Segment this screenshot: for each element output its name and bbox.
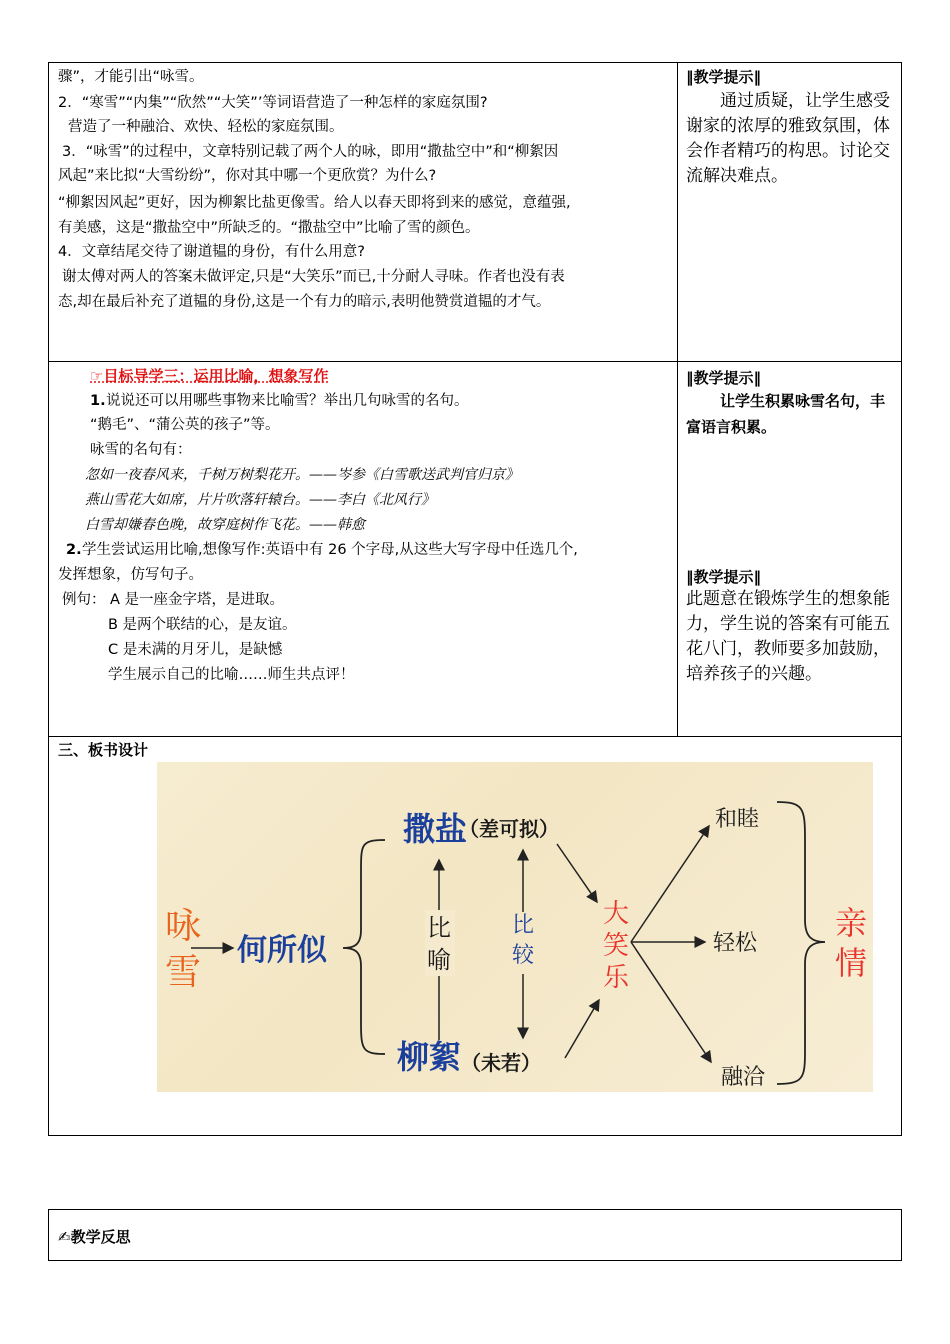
teaching-tip-text: 让学生积累咏雪名句，丰富语言积累。 (686, 392, 886, 436)
diagram-daxiaole-2: 笑 (603, 931, 630, 961)
row1-line: 有美感，这是“撒盐空中”所缺乏的。“撒盐空中”比喻了雪的颜色。 (58, 220, 480, 236)
teaching-tip-text: 此题意在锻炼学生的想象能力，学生说的答案有可能五花八门，教师要多加鼓励，培养孩子的兴趣。 (686, 589, 890, 684)
row1-line: 骤”，才能引出“咏雪。 (58, 69, 204, 85)
diagram-daxiaole-3: 乐 (603, 963, 630, 993)
example-line: C 是未满的月牙儿，是缺憾 (108, 642, 283, 658)
left-brace (343, 840, 385, 1054)
reflection-text: 教学反思 (70, 1228, 131, 1246)
diagram-bijiao-1: 比 (512, 913, 535, 938)
arrow-to-hemu (631, 826, 709, 942)
example-label: 例句： (62, 592, 106, 608)
verse-line: 忽如一夜春风来，千树万树梨花开。——岑参《白雪歌送武判官归京》 (85, 467, 519, 483)
diagram-xue: 雪 (165, 952, 202, 993)
diagram-yong: 咏 (165, 906, 202, 947)
diagram-qinqing-1: 亲 (835, 904, 868, 942)
right-brace (777, 802, 825, 1084)
row1-line: 2．“寒雪”“内集”“欣然”“大笑”’等词语营造了一种怎样的家庭氛围? (58, 95, 488, 111)
diagram-liuxu: 柳絮 (397, 1038, 462, 1076)
diagram-rongqia: 融洽 (721, 1065, 766, 1090)
board-diagram (157, 762, 873, 1092)
diagram-daxiaole-1: 大 (603, 899, 630, 929)
diagram-chakeni: （差可拟） (459, 817, 559, 841)
verse-intro: 咏雪的名句有： (90, 442, 192, 458)
section-heading: ☞目标导学三：运用比喻，想象写作 (90, 367, 329, 385)
teaching-tip-heading: ‖教学提示‖ (686, 369, 762, 387)
reflection-box (48, 1209, 902, 1261)
question-number: 1. (90, 393, 106, 409)
verse-line: 燕山雪花大如席，片片吹落轩辕台。——李白《北风行》 (85, 492, 435, 508)
row1-line: “柳絮因风起”更好，因为柳絮比盐更像雪。给人以春天即将到来的感觉，意蕴强, (58, 195, 571, 211)
diagram-biyu-2: 喻 (427, 946, 451, 974)
reflection-label (58, 1227, 131, 1247)
question-text: 发挥想象，仿写句子。 (58, 567, 203, 583)
example-line: B 是两个联结的心，是友谊。 (108, 617, 297, 633)
board-diagram-svg (157, 762, 873, 1092)
diagram-biyu-1: 比 (427, 914, 451, 942)
row1-line: 态,却在最后补充了道韫的身份,这是一个有力的暗示,表明他赞赏道韫的才气。 (58, 294, 551, 310)
diagram-sayan: 撒盐 (403, 810, 468, 848)
question-text: 学生尝试运用比喻,想像写作:英语中有 26 个字母,从这些大写字母中任选几个, (82, 542, 578, 558)
diagram-hemu: 和睦 (715, 807, 760, 832)
question-number: 2. (66, 542, 82, 558)
row1-line: 风起”来比拟“大雪纷纷”，你对其中哪一个更欣赏？为什么? (58, 168, 437, 184)
answer-text: “鹅毛”、“蒲公英的孩子”等。 (90, 417, 280, 433)
teaching-tip-text: 通过质疑，让学生感受谢家的浓厚的雅致氛围，体会作者精巧的构思。讨论交流解决难点。 (686, 91, 890, 186)
arrow-sayan-to-daxiaole (557, 844, 597, 902)
arrow-to-rongqia (631, 942, 711, 1062)
diagram-weiruo: （未若） (461, 1051, 541, 1075)
row1-line: 3．“咏雪”的过程中，文章特别记载了两个人的咏，即用“撒盐空中”和“柳絮因 (62, 144, 559, 160)
row-divider-2 (48, 736, 902, 737)
arrow-liuxu-to-daxiaole (565, 1000, 599, 1058)
row1-line: 营造了一种融洽、欢快、轻松的家庭氛围。 (68, 119, 344, 135)
column-divider (677, 62, 678, 736)
teaching-tip-heading: ‖教学提示‖ (686, 568, 762, 586)
example-line: A 是一座金字塔，是进取。 (110, 592, 285, 608)
pen-icon: ✍ (58, 1228, 71, 1246)
closing-text: 学生展示自己的比喻……师生共点评！ (108, 667, 355, 683)
verse-line: 白雪却嫌春色晚，故穿庭树作飞花。——韩愈 (85, 517, 365, 533)
row-divider-1 (48, 361, 902, 362)
diagram-bijiao-2: 较 (512, 943, 535, 968)
diagram-qingsong: 轻松 (713, 931, 758, 956)
diagram-qinqing-2: 情 (835, 944, 868, 982)
row1-line: 4．文章结尾交待了谢道韫的身份，有什么用意? (58, 244, 365, 260)
teaching-tip-heading: ‖教学提示‖ (686, 68, 762, 86)
row1-line: 谢太傅对两人的答案未做评定,只是“大笑乐”而已,十分耐人寻味。作者也没有表 (62, 269, 565, 285)
board-design-title: 三、板书设计 (58, 741, 149, 759)
question-text: 说说还可以用哪些事物来比喻雪？举出几句咏雪的名句。 (106, 393, 469, 409)
diagram-hesuosi: 何所似 (237, 933, 327, 968)
